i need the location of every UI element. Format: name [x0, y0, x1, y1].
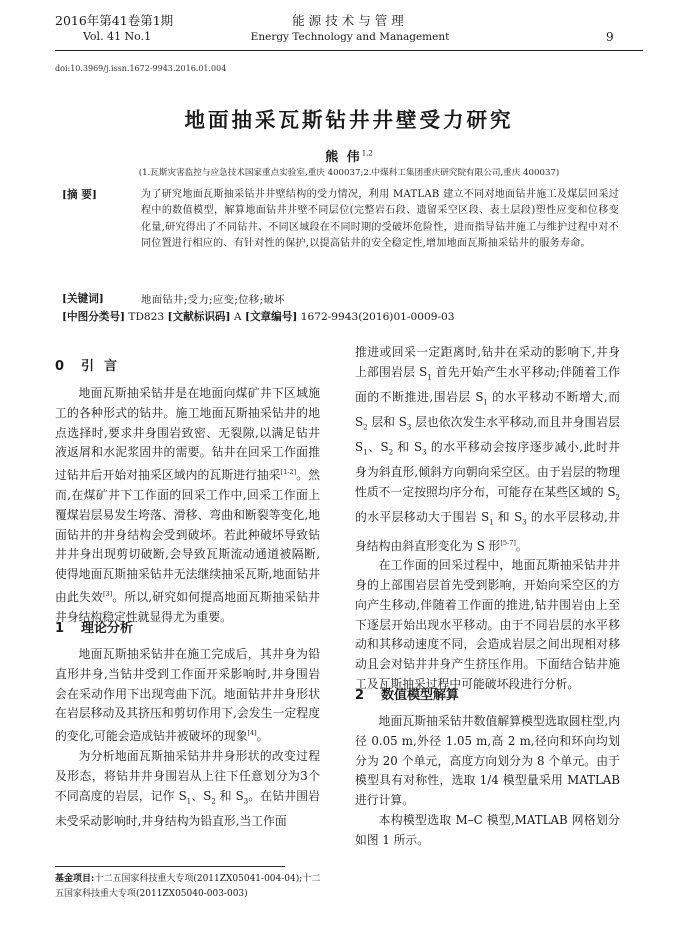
author-affil-sup: 1,2	[361, 149, 373, 158]
journal-issue	[55, 13, 173, 45]
journal-issue-en: Vol. 41 No.1	[83, 30, 152, 43]
paragraph: 为分析地面瓦斯抽采钻井井身形状的改变过程及形态，将钻井井身围岩从上往下任意划分为3个不同高度的岩层，记作 $S_1$、$S_2$ 和 $S_3$。在钻井围岩未受采动影响时,井身结构为铅直形,当工作面	[55, 748, 320, 828]
keywords-label: [关键词]	[62, 293, 104, 305]
article-no-value: 1672-9943(2016)01-0009-03	[300, 311, 455, 323]
affiliation: (1.瓦斯灾害监控与应急技术国家重点实验室,重庆 400037;2.中煤科工集团重庆研究院有限公司,重庆 400037)	[138, 168, 560, 178]
abstract-label: [摘 要]	[62, 189, 97, 201]
doc-code-value: A	[233, 311, 242, 323]
abstract-text: 为了研究地面瓦斯抽采钻井井壁结构的受力情况，利用 MATLAB 建立不同对地面钻井施工及煤层回采过程中的数值模型，解算地面钻井井壁不同层位(完整岩石段、遗留采空区段、表土层段)塑性应变和位移变化量,研究得出了不同钻井、不同区域段在不同时期的受破坏危险性，进而指导钻井施工与维护过程中对不同位置进行相应的、有针对性的保护,以提高钻井的安全稳定性,增加地面瓦斯抽采钻井的服务寿命。	[141, 189, 619, 250]
author	[55, 146, 643, 165]
footnote-divider	[55, 866, 285, 867]
author-name: 熊 伟	[325, 150, 362, 165]
paragraph: 本构模型选取 M–C 模型,MATLAB 网格划分如图 1 所示。	[355, 812, 620, 847]
left-column-body-2	[55, 645, 320, 831]
journal-name	[240, 13, 460, 45]
paragraph: 地面瓦斯抽采钻井数值解算模型选取圆柱型,内径 0.05 m,外径 1.05 m,高 2 m,径向和环向均划分为 20 个单元，高度方向划分为 8 个单元。由于模型具有对称性，选取 1/4 模型量采用 MATLAB 进行计算。	[355, 714, 620, 808]
section-title: 数值模型解算	[381, 688, 460, 703]
paragraph: 在工作面的回采过程中，地面瓦斯抽采钻井井身的上部围岩层首先受到影响，开始向采空区的方向产生移动,伴随着工作面的推进,钻井围岩由上至下逐层开始出现水平移动。由于不同岩层的水平移动和其移动速度不同，会造成岩层之间出现相对移动且会对钻井井身产生挤压作用。下面结合钻井施工及瓦斯抽采过程中可能破坏段进行分析。	[355, 558, 620, 692]
journal-issue-cn: 2016年第41卷第1期	[55, 13, 174, 28]
page-number: 9	[606, 30, 614, 44]
section-title: 引言	[81, 359, 128, 374]
journal-name-cn: 能源技术与管理	[292, 13, 408, 28]
journal-name-en: Energy Technology and Management	[250, 31, 450, 43]
keywords-text: 地面钻井;受力;应变;位移;破坏	[141, 294, 285, 306]
classification-row	[62, 309, 455, 324]
section-number: 0	[55, 359, 65, 374]
doi: doi:10.3969/j.issn.1672-9943.2016.01.004	[55, 64, 227, 73]
doc-code-label: [文献标识码]	[167, 311, 231, 323]
section-heading-introduction	[55, 355, 127, 374]
header-divider	[55, 50, 643, 51]
section-number: 2	[355, 688, 365, 703]
paragraph: 地面瓦斯抽采钻井是在地面向煤矿井下区域施工的各种形式的钻井。施工地面瓦斯抽采钻井的地点选择时,要求井身围岩致密、无裂隙,以满足钻井液返屑和水泥浆固井的需要。钻井在回采工作面推过钻井后开始对抽采区域内的瓦斯进行抽采[1-2]。然而,在煤矿井下工作面的回采工作中,回采工作面上覆煤岩层易发生垮落、滑移、弯曲和断裂等变化,地面钻井的井身结构会受到破坏。若此种破坏导致钻井井身出现剪切破断,会导致瓦斯流动通道被隔断,使得地面瓦斯抽采钻井无法继续抽采瓦斯,地面钻井由此失效[3]。所以,研究如何提高地面瓦斯抽采钻井井身结构稳定性就显得尤为重要。	[55, 386, 320, 624]
footnote-funding	[55, 872, 325, 902]
paragraph: 推进或回采一定距离时,钻井在采动的影响下,井身上部围岩层 $S_1$ 首先开始产生水平移动;伴随着工作面的不断推进,围岩层 $S_1$ 的水平移动不断增大,而 $S_2$ 层和 $S_3$ 层也依次发生水平移动,而且井身围岩层 $S_1$、$S_2$ 和 $S_3$ 的水平移动会按序逐步减小,此时井身为斜直形,倾斜方向朝向采空区。由于岩层的物理性质不一定按照均序分布，可能存在某些区域的 $S_2$ 的水平层移动大于围岩 $S_1$ 和 $S_3$ 的水平层移动,井身结构由斜直形变化为 S 形[5-7]。	[355, 345, 620, 553]
paper-title: 地面抽采瓦斯钻井井壁受力研究	[184, 108, 514, 132]
article-no-label: [文章编号]	[244, 311, 298, 323]
right-column-body-2	[355, 712, 620, 851]
paragraph: 地面瓦斯抽采钻井在施工完成后，其井身为铅直形井身,当钻井受到工作面开采影响时,井身围岩会在采动作用下出现弯曲下沉。地面钻井井身形状在岩层移动及其挤压和剪切作用下,会发生一定程度的变化,可能会造成钻井被破坏的现象[4]。	[55, 647, 320, 744]
clc-label: [中图分类号]	[62, 311, 125, 323]
section-heading-theory	[55, 617, 133, 636]
section-number: 1	[55, 621, 65, 636]
section-heading-numerical-model	[355, 684, 459, 703]
footnote-text: 十二五国家科技重大专项(2011ZX05041-004-04);十二五国家科技重大专项(2011ZX05040-003-003)	[55, 874, 321, 899]
left-column-body	[55, 384, 320, 627]
section-title: 理论分析	[81, 621, 134, 636]
right-column-body	[355, 343, 620, 695]
clc-value: TD823	[128, 311, 165, 323]
footnote-label: 基金项目:	[55, 874, 95, 884]
